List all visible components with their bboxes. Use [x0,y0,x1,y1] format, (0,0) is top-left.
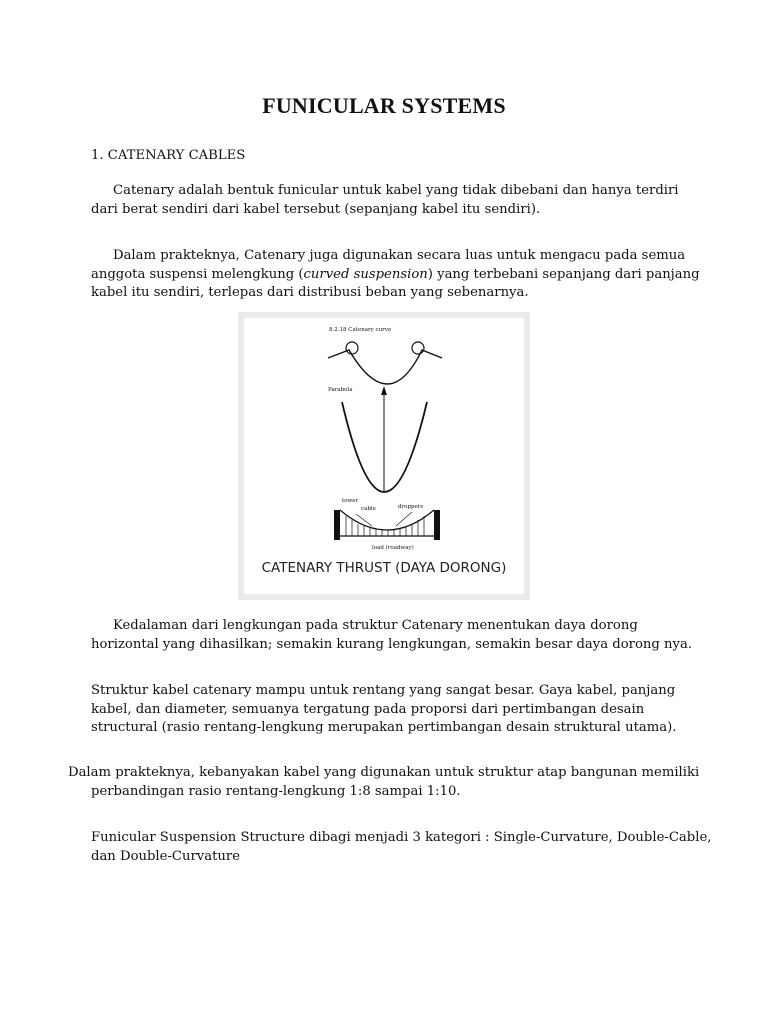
paragraph-line: kabel, dan diameter, semuanya tergatung pada proporsi dari pertimbangan desain [91,701,645,717]
label-load: load (roadway) [372,545,414,551]
page-title: FUNICULAR SYSTEMS [262,93,506,118]
text-segment: anggota suspensi melengkung ( [91,266,304,282]
bridge-cable [340,510,434,530]
paragraph-categories [91,829,712,866]
arrow-head-icon [381,386,387,395]
tower-left [334,510,340,540]
label-tower: tower [342,498,359,504]
text-segment: ) yang terbebani sepanjang dari panjang [427,266,700,282]
figure-image [244,318,524,594]
paragraph-line: dan Double-Curvature [91,848,241,864]
tower-right [434,510,440,540]
paragraph-span-capability [91,682,681,738]
catenary-diagram [244,318,524,594]
section-heading: 1. CATENARY CABLES [91,148,246,163]
paragraph-catenary-definition [91,182,691,219]
label-cable: cable [361,506,376,512]
paragraph-line [91,266,700,285]
italic-term: curved suspension [303,266,428,282]
pulley-left-icon [346,342,358,354]
paragraph-line: Kedalaman dari lengkungan pada struktur Catenary menentukan daya dorong [113,618,638,633]
paragraph-line: perbandingan rasio rentang-lengkung 1:8 sampai 1:10. [91,783,461,799]
paragraph-line: Funicular Suspension Structure dibagi menjadi 3 kategori : Single-Curvature, Double-Cable, [91,830,712,845]
bridge-droppers [346,516,424,536]
label-droppers: droppers [398,504,424,510]
label-parabola: Parabola [328,387,353,393]
paragraph-ratio [68,764,708,801]
paragraph-line: Dalam prakteknya, kebanyakan kabel yang digunakan untuk struktur atap bangunan memiliki [68,765,700,780]
figure-caption: CATENARY THRUST (DAYA DORONG) [261,560,507,576]
catenary-figure [238,312,530,600]
pulley-right-icon [412,342,424,354]
catenary-curve [328,350,442,384]
paragraph-line: horizontal yang dihasilkan; semakin kurang lengkungan, semakin besar daya dorong nya. [91,636,693,652]
paragraph-line: structural (rasio rentang-lengkung merupakan pertimbangan desain struktural utama). [91,720,677,735]
figure-small-title: 8.2.18 Catenary curve [329,327,392,333]
paragraph-catenary-practice [91,247,700,303]
paragraph-line: kabel itu sendiri, terlepas dari distribusi beban yang sebenarnya. [91,285,529,300]
paragraph-line: Dalam prakteknya, Catenary juga digunakan secara luas untuk mengacu pada semua [113,248,686,263]
paragraph-line: dari berat sendiri dari kabel tersebut (sepanjang kabel itu sendiri). [91,201,541,217]
paragraph-thrust [91,617,691,654]
paragraph-line: Catenary adalah bentuk funicular untuk kabel yang tidak dibebani dan hanya terdiri [113,183,679,198]
paragraph-line: Struktur kabel catenary mampu untuk rentang yang sangat besar. Gaya kabel, panjang [91,683,676,698]
label-pointers [356,512,412,526]
